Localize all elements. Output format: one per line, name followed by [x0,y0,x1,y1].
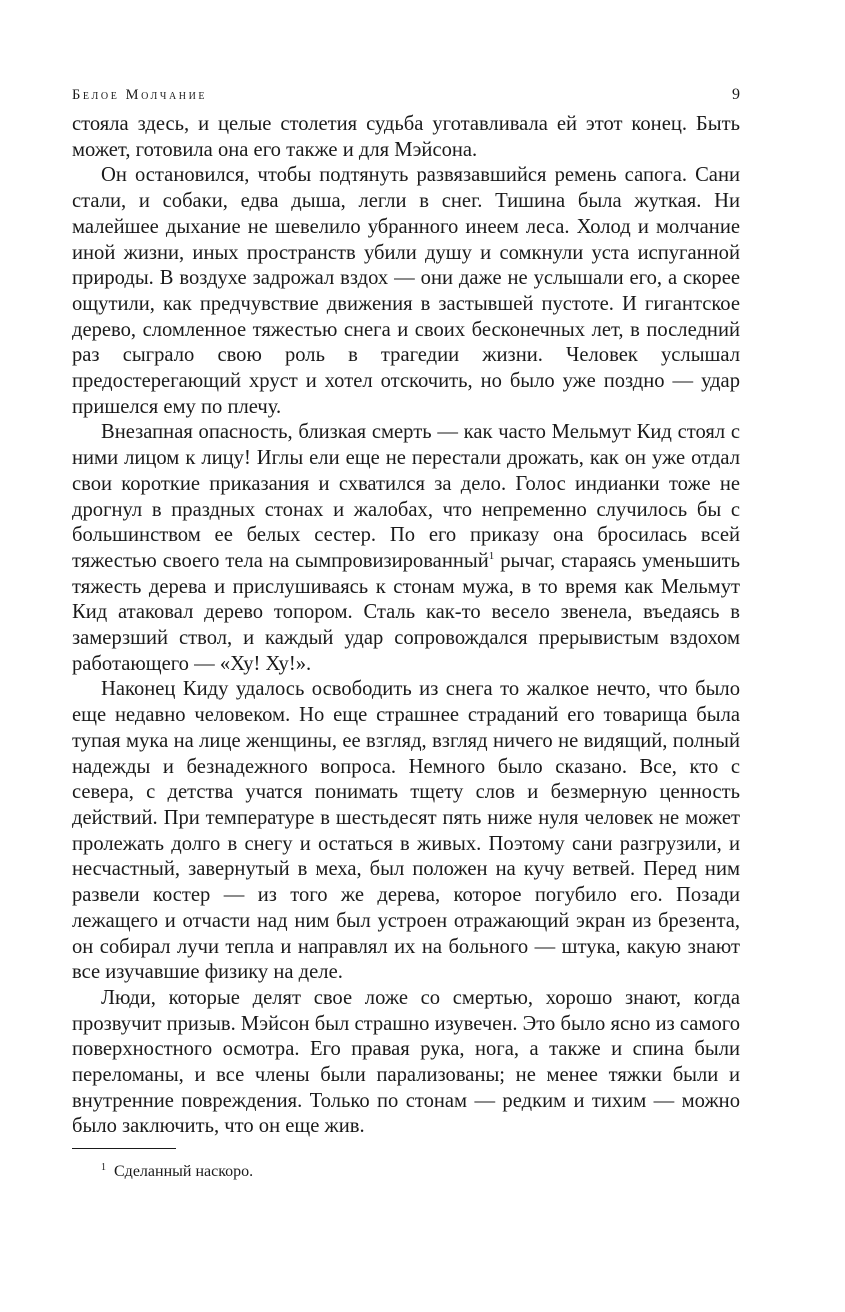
footnote-text: Сделанный наскоро. [114,1163,254,1181]
footnote-mark: 1 [101,1161,106,1173]
paragraph-3 [72,420,740,677]
paragraph-3-part-b: рычаг, стараясь уменьшить тяжесть дерева и прислушиваясь к стонам мужа, в то время как Мельмут Кид атаковал дерево топором. Сталь как-то весело звенела, въедаясь в замерзший ствол, и каждый удар сопровождался прерывистым вздохом работающего — «Ху! Ху!». [72,549,741,675]
book-page [72,80,740,1183]
footnote-divider [72,1148,176,1149]
footnote [72,1161,740,1183]
paragraph-5: Люди, которые делят свое ложе со смертью, хорошо знают, когда прозвучит призыв. Мэйсон был страшно изувечен. Это было ясно из самого поверхностного осмотра. Его правая рука, нога, а также и спина были переломаны, и все члены были парализованы; не менее тяжки были и внутренние повреждения. Только по стонам — редким и тихим — можно было заключить, что он еще жив. [72,986,740,1138]
paragraph-2: Он остановился, чтобы подтянуть развязавшийся ремень сапога. Сани стали, и собаки, едва дыша, легли в снег. Тишина была жуткая. Ни малейшее дыхание не шевелило убранного инеем леса. Холод и молчание иной жизни, иных пространств убили душу и сомкнули уста испуганной природы. В воздухе задрожал вздох — они даже не услышали его, а скорее ощутили, как предчувствие движения в застывшей пустоте. И гигантское дерево, сломленное тяжестью снега и своих бесконечных лет, в последний раз сыграло свою роль в трагедии жизни. Человек услышал предостерегающий хруст и хотел отскочить, но было уже поздно — удар пришелся ему по плечу. [72,164,740,418]
paragraph-1: стояла здесь, и целые столетия судьба уготавливала ей этот конец. Быть может, готовила она его также и для Мэйсона. [72,113,740,161]
paragraph-3-part-a: Внезапная опасность, близкая смерть — как часто Мельмут Кид стоял с ними лицом к лицу! Иглы ели еще не перестали дрожать, как он уже отдал свои короткие приказания и схватился за дело. Голос индианки тоже не дрогнул в праздных стонах и жалобах, что непременно случилось бы с большинством ее белых сестер. По его приказу она бросилась всей тяжестью своего тела на сымпровизированный [72,421,740,572]
body-text [72,112,740,1140]
footnote-reference-mark: 1 [488,550,495,563]
running-title: Белое Молчание [72,87,208,103]
page-number: 9 [732,86,740,103]
paragraph-4: Наконец Киду удалось освободить из снега то жалкое нечто, что было еще недавно человеком. Но еще страшнее страданий его товарища была тупая мука на лице женщины, ее взгляд, взгляд ничего не видящий, полный надежды и безнадежного вопроса. Немного было сказано. Все, кто с севера, с детства учатся понимать тщету слов и безмерную ценность действий. При температуре в шестьдесят пять ниже нуля человек не может пролежать долго в снегу и остаться в живых. Поэтому сани разгрузили, и несчастный, завернутый в меха, был положен на кучу ветвей. Перед ним развели костер — из того же дерева, которое погубило его. Позади лежащего и отчасти над ним был устроен отражающий экран из брезента, он собирал лучи тепла и направлял их на больного — штука, какую знают все изучавшие физику на деле. [72,678,740,984]
running-head [72,80,740,112]
